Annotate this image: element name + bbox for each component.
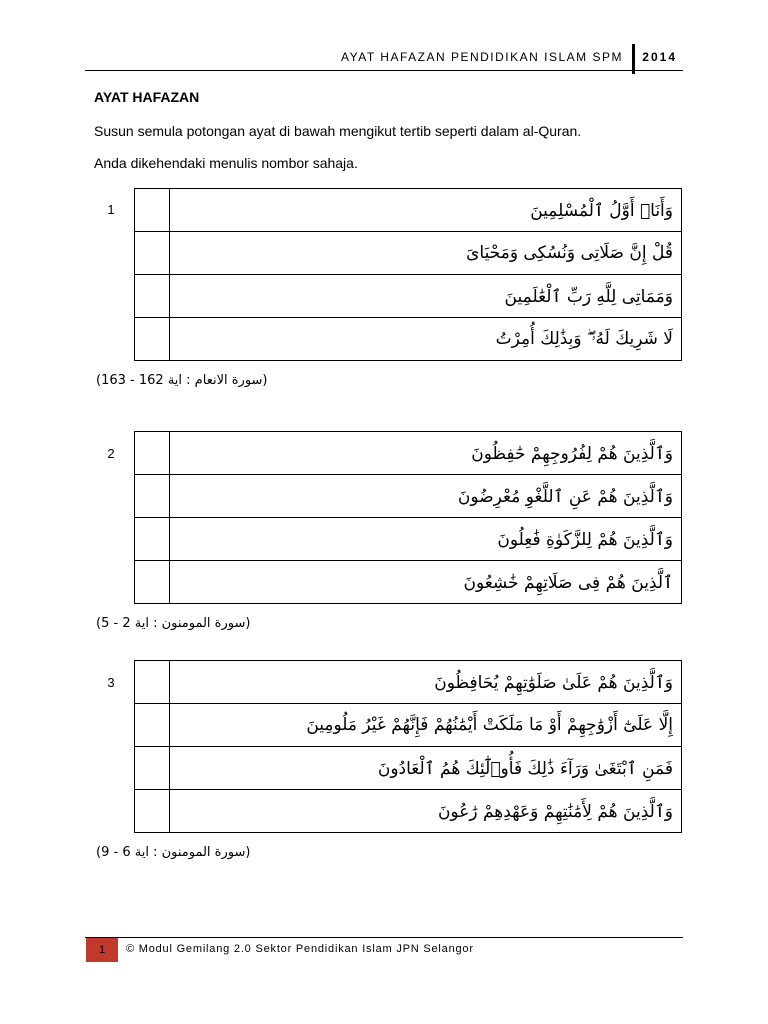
answer-box[interactable] (135, 561, 170, 604)
answer-box[interactable] (135, 704, 170, 747)
verse-text: لَا شَرِيكَ لَهُۥ ۖ وَبِذَٰلِكَ أُمِرْتُ (170, 318, 682, 361)
answer-box[interactable] (135, 661, 170, 704)
question-table-2 (134, 431, 682, 604)
verse-text: وَٱلَّذِينَ هُمْ لِأَمَٰنَٰتِهِمْ وَعَهْدِهِمْ رَٰعُونَ (170, 790, 682, 833)
footer-rule (85, 937, 683, 938)
answer-box[interactable] (135, 189, 170, 232)
page-number: 1 (86, 938, 118, 962)
question-number: 3 (107, 675, 115, 690)
verse-text: ٱلَّذِينَ هُمْ فِى صَلَاتِهِمْ خَٰشِعُونَ (170, 561, 682, 604)
answer-box[interactable] (135, 790, 170, 833)
question-number: 2 (107, 446, 115, 461)
answer-box[interactable] (135, 318, 170, 361)
question-number: 1 (107, 202, 115, 217)
instruction-line-1: Susun semula potongan ayat di bawah mengikut tertib seperti dalam al-Quran. (94, 123, 582, 139)
verse-text: وَمَمَاتِى لِلَّهِ رَبِّ ٱلْعَٰلَمِينَ (170, 275, 682, 318)
answer-box[interactable] (135, 432, 170, 475)
verse-text: فَمَنِ ٱبْتَغَىٰ وَرَآءَ ذَٰلِكَ فَأُو۟لَٰٓئِكَ هُمُ ٱلْعَادُونَ (170, 747, 682, 790)
verse-row (135, 475, 682, 518)
footer-copyright: © Modul Gemilang 2.0 Sektor Pendidikan Islam JPN Selangor (126, 943, 474, 955)
verse-text: إِلَّا عَلَىٰٓ أَزْوَٰجِهِمْ أَوْ مَا مَلَكَتْ أَيْمَٰنُهُمْ فَإِنَّهُمْ غَيْرُ مَلُومِينَ (170, 704, 682, 747)
section-heading: AYAT HAFAZAN (94, 89, 200, 105)
verse-text: وَأَنَا۠ أَوَّلُ ٱلْمُسْلِمِينَ (170, 189, 682, 232)
question-table-1 (134, 188, 682, 361)
header-title: AYAT HAFAZAN PENDIDIKAN ISLAM SPM (341, 50, 623, 64)
verse-row (135, 318, 682, 361)
verse-row (135, 275, 682, 318)
verse-row (135, 704, 682, 747)
verse-row (135, 189, 682, 232)
answer-box[interactable] (135, 518, 170, 561)
header-rule (85, 70, 683, 71)
verse-text: قُلْ إِنَّ صَلَاتِى وَنُسُكِى وَمَحْيَاىَ (170, 232, 682, 275)
verse-text: وَٱلَّذِينَ هُمْ عَلَىٰ صَلَوَٰتِهِمْ يُحَافِظُونَ (170, 661, 682, 704)
answer-box[interactable] (135, 275, 170, 318)
verse-row (135, 561, 682, 604)
answer-box[interactable] (135, 232, 170, 275)
verse-row (135, 518, 682, 561)
verse-row (135, 661, 682, 704)
verse-text: وَٱلَّذِينَ هُمْ عَنِ ٱللَّغْوِ مُعْرِضُونَ (170, 475, 682, 518)
verse-row (135, 232, 682, 275)
page-header (85, 44, 683, 70)
surah-reference: (سورة المومنون : اية 2 - 5) (96, 616, 251, 631)
verse-row (135, 432, 682, 475)
surah-reference: (سورة الانعام : اية 162 - 163) (96, 373, 268, 388)
verse-text: وَٱلَّذِينَ هُمْ لِفُرُوجِهِمْ حَٰفِظُونَ (170, 432, 682, 475)
verse-text: وَٱلَّذِينَ هُمْ لِلزَّكَوٰةِ فَٰعِلُونَ (170, 518, 682, 561)
instruction-line-2: Anda dikehendaki menulis nombor sahaja. (94, 155, 358, 171)
question-table-3 (134, 660, 682, 833)
answer-box[interactable] (135, 747, 170, 790)
verse-row (135, 790, 682, 833)
surah-reference: (سورة المومنون : اية 6 - 9) (96, 845, 251, 860)
answer-box[interactable] (135, 475, 170, 518)
verse-row (135, 747, 682, 790)
header-year: 2014 (642, 50, 677, 64)
